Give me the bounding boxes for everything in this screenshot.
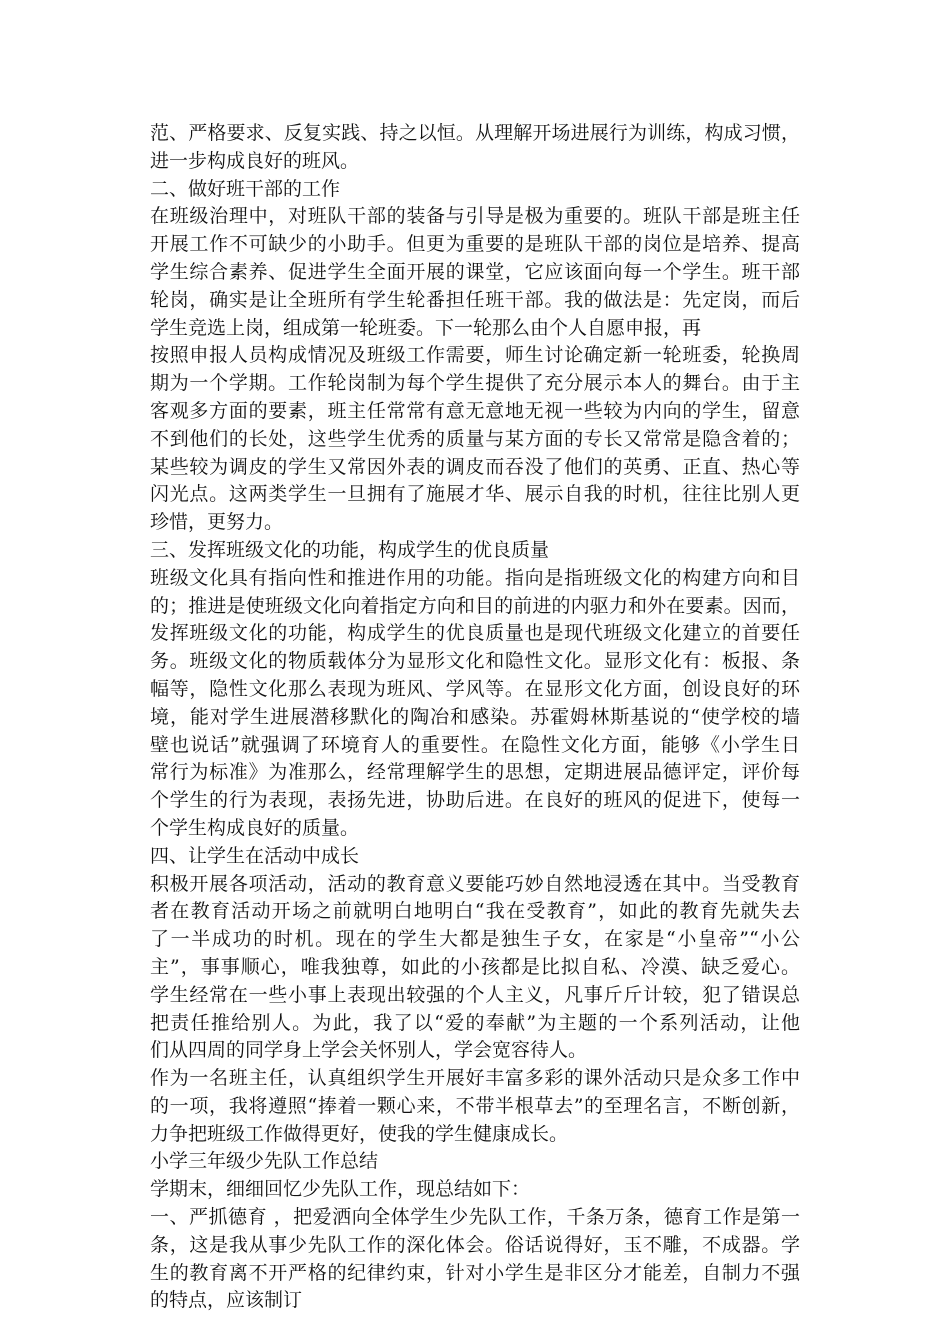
document-body <box>150 120 800 1315</box>
text-line: 在班级治理中，对班队干部的装备与引导是极为重要的。班队干部是班主任 <box>150 205 800 228</box>
text-line: 们从四周的同学身上学会关怀别人，学会宽容待人。 <box>150 1039 588 1062</box>
text-line: 力争把班级工作做得更好，使我的学生健康成长。 <box>150 1122 569 1145</box>
text-line: 壁也说话”就强调了环境育人的重要性。在隐性文化方面，能够《小学生日 <box>150 733 800 756</box>
text-line: 学生综合素养、促进学生全面开展的课堂，它应该面向每一个学生。班干部 <box>150 260 800 283</box>
text-line: 期为一个学期。工作轮岗制为每个学生提供了充分展示本人的舞台。由于主 <box>150 372 800 395</box>
text-line: 发挥班级文化的功能，构成学生的优良质量也是现代班级文化建立的首要任 <box>150 622 800 645</box>
text-line: 小学三年级少先队工作总结 <box>150 1150 379 1173</box>
text-line: 个学生构成良好的质量。 <box>150 816 360 839</box>
text-line: 主”，事事顺心，唯我独尊，如此的小孩都是比拟自私、冷漠、缺乏爱心。 <box>150 955 800 978</box>
text-line: 四、让学生在活动中成长 <box>150 844 360 867</box>
text-line: 的；推进是使班级文化向着指定方向和目的前进的内驱力和外在要素。因而， <box>150 594 800 617</box>
text-line: 一、严抓德育 ，把爱洒向全体学生少先队工作，千条万条，德育工作是第一 <box>150 1206 800 1229</box>
text-line: 班级文化具有指向性和推进作用的功能。指向是指班级文化的构建方向和目 <box>150 566 800 589</box>
text-line: 不到他们的长处，这些学生优秀的质量与某方面的专长又常常是隐含着的； <box>150 427 800 450</box>
text-line: 某些较为调皮的学生又常因外表的调皮而吞没了他们的英勇、正直、热心等 <box>150 455 800 478</box>
text-line: 境，能对学生进展潜移默化的陶冶和感染。苏霍姆林斯基说的“使学校的墙 <box>150 705 800 728</box>
text-line: 作为一名班主任，认真组织学生开展好丰富多彩的课外活动只是众多工作中 <box>150 1067 800 1090</box>
text-line: 的特点，应该制订 <box>150 1289 303 1312</box>
text-line: 了一半成功的时机。现在的学生大都是独生子女，在家是“小皇帝”“小公 <box>150 928 800 951</box>
text-line: 积极开展各项活动，活动的教育意义要能巧妙自然地浸透在其中。当受教育 <box>150 872 800 895</box>
text-line: 闪光点。这两类学生一旦拥有了施展才华、展示自我的时机，往往比别人更 <box>150 483 800 506</box>
text-line: 把责任推给别人。为此，我了以“爱的奉献”为主题的一个系列活动，让他 <box>150 1011 800 1034</box>
text-line: 生的教育离不开严格的纪律约束，针对小学生是非区分才能差，自制力不强 <box>150 1261 800 1284</box>
text-line: 幅等，隐性文化那么表现为班风、学风等。在显形文化方面，创设良好的环 <box>150 677 800 700</box>
text-line: 学生经常在一些小事上表现出较强的个人主义，凡事斤斤计较，犯了错误总 <box>150 983 800 1006</box>
text-line: 务。班级文化的物质载体分为显形文化和隐性文化。显形文化有：板报、条 <box>150 650 800 673</box>
text-line: 个学生的行为表现，表扬先进，协助后进。在良好的班风的促进下，使每一 <box>150 789 800 812</box>
text-line: 开展工作不可缺少的小助手。但更为重要的是班队干部的岗位是培养、提高 <box>150 233 800 256</box>
text-line: 的一项，我将遵照“捧着一颗心来，不带半根草去”的至理名言，不断创新， <box>150 1094 800 1117</box>
text-line: 者在教育活动开场之前就明白地明白“我在受教育”，如此的教育先就失去 <box>150 900 800 923</box>
text-line: 三、发挥班级文化的功能，构成学生的优良质量 <box>150 538 550 561</box>
text-line: 轮岗，确实是让全班所有学生轮番担任班干部。我的做法是：先定岗，而后 <box>150 288 800 311</box>
text-line: 条，这是我从事少先队工作的深化体会。俗话说得好，玉不雕，不成器。学 <box>150 1233 800 1256</box>
text-line: 珍惜，更努力。 <box>150 511 284 534</box>
text-line: 按照申报人员构成情况及班级工作需要，师生讨论确定新一轮班委，轮换周 <box>150 344 800 367</box>
text-line: 常行为标准》为准那么，经常理解学生的思想，定期进展品德评定，评价每 <box>150 761 800 784</box>
text-line: 范、严格要求、反复实践、持之以恒。从理解开场进展行为训练，构成习惯， <box>150 122 800 144</box>
text-line: 二、做好班干部的工作 <box>150 177 341 200</box>
text-line: 学期末，细细回忆少先队工作，现总结如下： <box>150 1178 531 1201</box>
text-line: 进一步构成良好的班风。 <box>150 149 360 172</box>
text-line: 客观多方面的要素，班主任常常有意无意地无视一些较为内向的学生，留意 <box>150 399 800 422</box>
text-line: 学生竞选上岗，组成第一轮班委。下一轮那么由个人自愿申报，再 <box>150 316 702 339</box>
